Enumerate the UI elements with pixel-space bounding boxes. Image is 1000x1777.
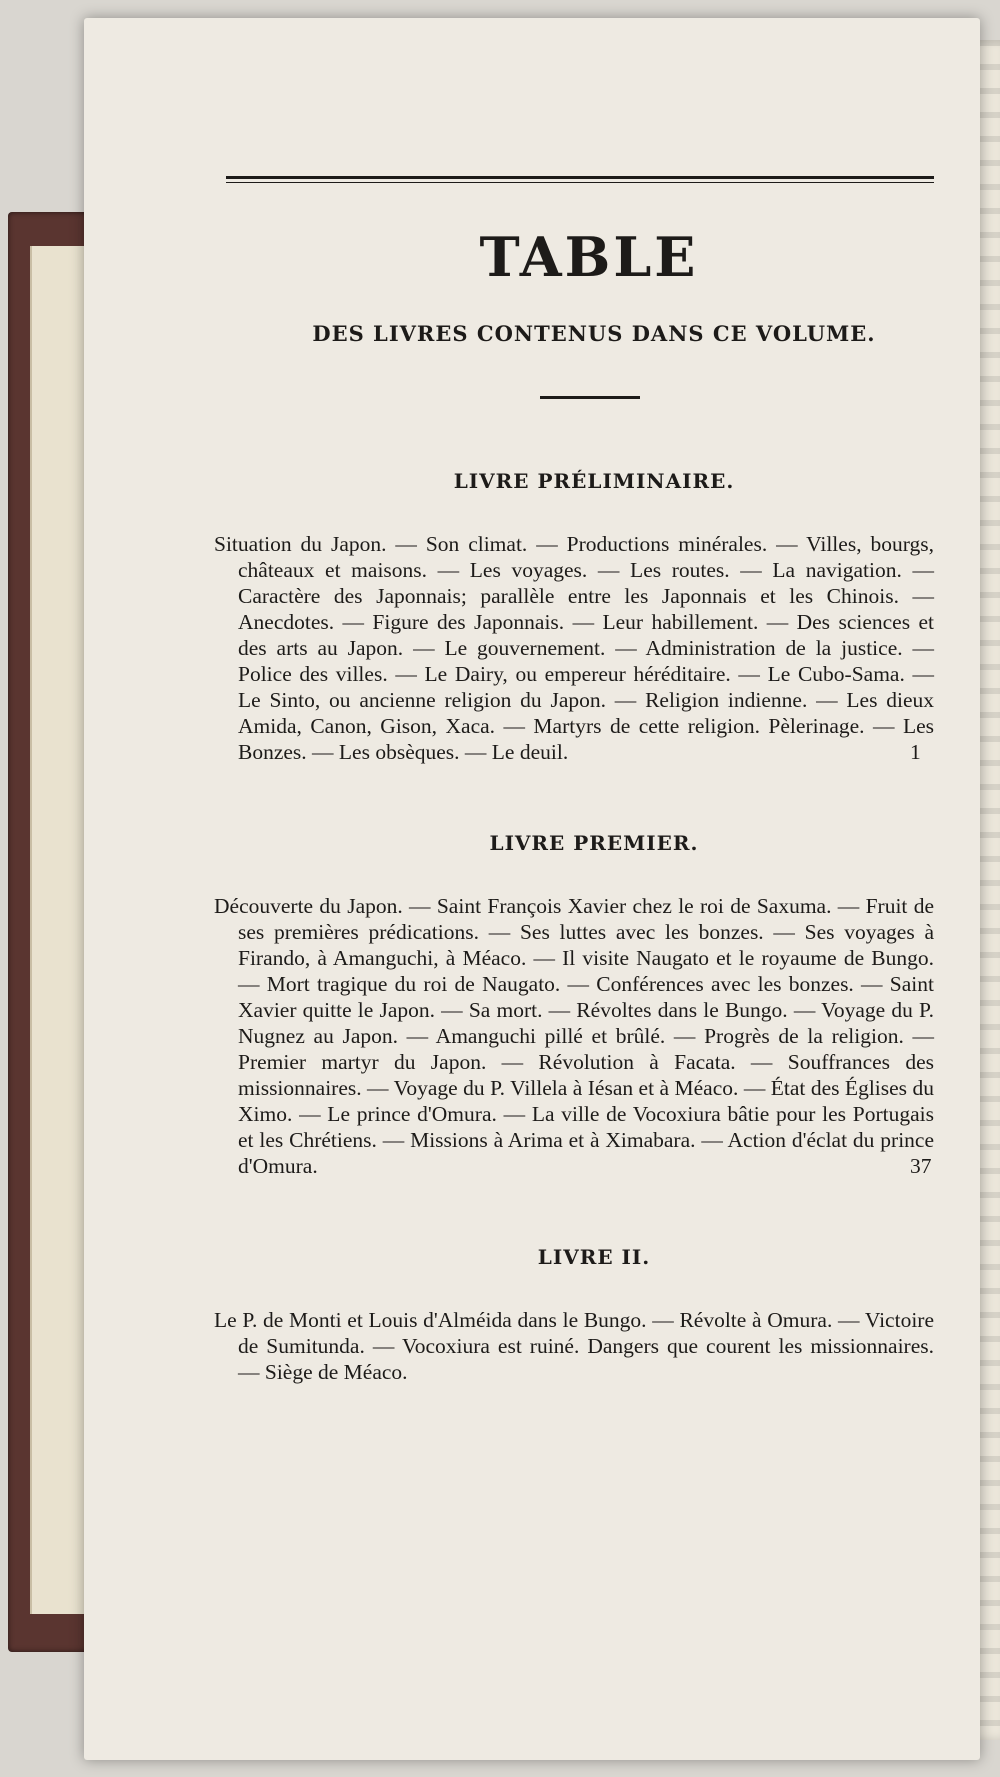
- book-endpaper: [30, 246, 92, 1614]
- section-heading: LIVRE II.: [537, 1245, 651, 1269]
- section-livre-premier: [214, 831, 934, 1179]
- page-subtitle: DES LIVRES CONTENUS DANS CE VOLUME.: [312, 321, 876, 346]
- page-content: [214, 176, 934, 1385]
- section-heading: LIVRE PREMIER.: [489, 831, 699, 855]
- section-summary: [214, 1307, 934, 1385]
- section-summary: Découverte du Japon. — Saint François Xavier chez le roi de Saxuma. — Fruit de ses premières prédications. — Ses luttes avec les bonzes. — Ses voyages à Firando, à Amanguchi, à Méaco. — Il visite Naugato et le royaume de Bungo. — Mort tragique du roi de Naugato. — Conférences avec les bonzes. — Saint Xavier quitte le Japon. — Sa mort. — Révoltes dans le Bungo. — Voyage du P. Nugnez au Japon. — Amanguchi pillé et brûlé. — Progrès de la religion. — Premier martyr du Japon. — Révolution à Facata. — Souffrances des missionnaires. — Voyage du P. Villela à Iésan et à Méaco. — État des Églises du Ximo. — Le prince d'Omura. — La ville de Vocoxiura bâtie pour les Portugais et les Chrétiens. — Missions à Arima et à Ximabara. — Action d'éclat du prince d'Omura. 37: [214, 894, 934, 1178]
- section-summary: Situation du Japon. — Son climat. — Productions minérales. — Villes, bourgs, châteaux et maisons. — Les voyages. — Les routes. — La navigation. — Caractère des Japonnais; parallèle entre les Japonnais et les Chinois. — Anecdotes. — Figure des Japonnais. — Leur habillement. — Des sciences et des arts au Japon. — Le gouvernement. — Administration de la justice. — Police des villes. — Le Dairy, ou empereur héréditaire. — Le Cubo-Sama. — Le Sinto, ou ancienne religion du Japon. — Religion indienne. — Les dieux Amida, Canon, Gison, Xaca. — Martyrs de cette religion. Pèlerinage. — Les Bonzes. — Les obsèques. — Le deuil. 1: [214, 532, 934, 764]
- section-text: Découverte du Japon. — Saint François Xavier chez le roi de Saxuma. — Fruit de ses premières prédications. — Ses luttes avec les bonzes. — Ses voyages à Firando, à Amanguchi, à Méaco. — Il visite Naugato et le royaume de Bungo. — Mort tragique du roi de Naugato. — Conférences avec les bonzes. — Saint Xavier quitte le Japon. — Sa mort. — Révoltes dans le Bungo. — Voyage du P. Nugnez au Japon. — Amanguchi pillé et brûlé. — Progrès de la religion. — Premier martyr du Japon. — Révolution à Facata. — Souffrances des missionnaires. — Voyage du P. Villela à Iésan et à Méaco. — État des Églises du Ximo. — Le prince d'Omura. — La ville de Vocoxiura bâtie pour les Portugais et les Chrétiens. — Missions à Arima et à Ximabara. — Action d'éclat du prince d'Omura.: [214, 894, 934, 1178]
- book-page: [84, 18, 980, 1760]
- section-heading: LIVRE PRÉLIMINAIRE.: [453, 469, 735, 493]
- page-title: TABLE: [479, 225, 699, 289]
- section-livre-preliminaire: [214, 469, 934, 765]
- section-text: Situation du Japon. — Son climat. — Productions minérales. — Villes, bourgs, châteaux et maisons. — Les voyages. — Les routes. — La navigation. — Caractère des Japonnais; parallèle entre les Japonnais et les Chinois. — Anecdotes. — Figure des Japonnais. — Leur habillement. — Des sciences et des arts au Japon. — Le gouvernement. — Administration de la justice. — Police des villes. — Le Dairy, ou empereur héréditaire. — Le Cubo-Sama. — Le Sinto, ou ancienne religion du Japon. — Religion indienne. — Les dieux Amida, Canon, Gison, Xaca. — Martyrs de cette religion. Pèlerinage. — Les Bonzes. — Les obsèques. — Le deuil.: [214, 532, 934, 764]
- section-livre-ii: [214, 1245, 934, 1385]
- title-divider: [540, 396, 640, 399]
- top-double-rule: [226, 176, 934, 183]
- book-cover: [8, 212, 88, 1652]
- section-text: Le P. de Monti et Louis d'Alméida dans le Bungo. — Révolte à Omura. — Victoire de Sumitunda. — Vocoxiura est ruiné. Dangers que courent les missionnaires. — Siège de Méaco.: [214, 1308, 934, 1384]
